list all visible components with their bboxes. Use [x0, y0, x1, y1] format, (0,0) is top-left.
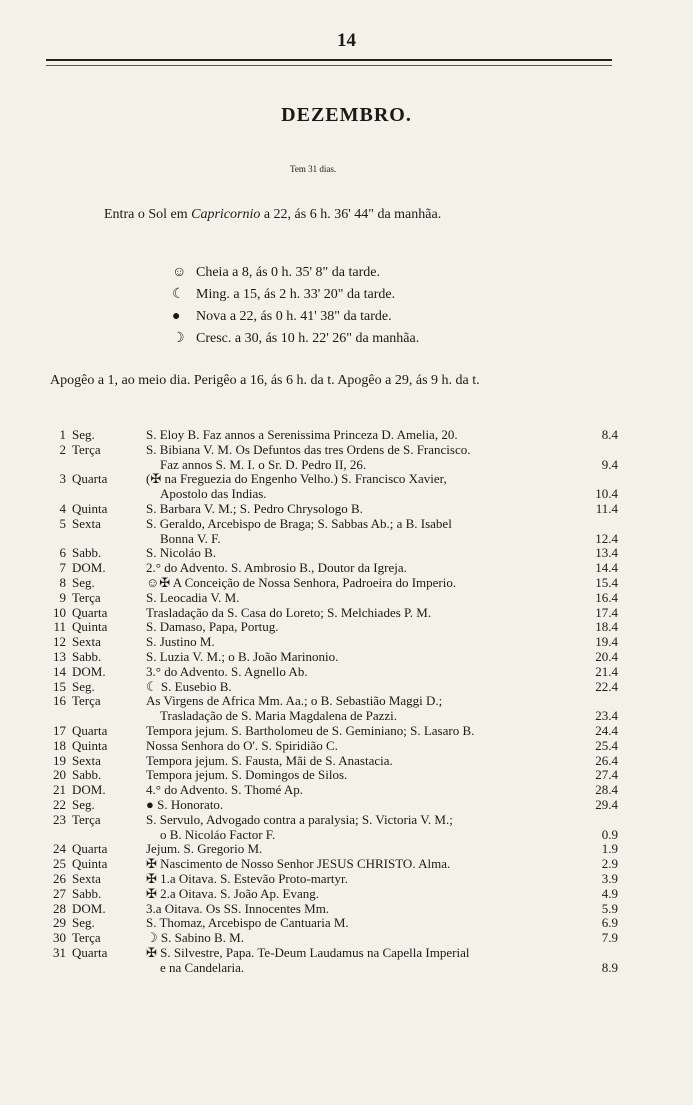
day-number: 22 [53, 796, 66, 812]
moon-age-value: 22.4 [595, 678, 618, 694]
saint-text: S. Servulo, Advogado contra a paralysia; S. Victoria V. M.; [146, 811, 453, 827]
header-rule [46, 59, 612, 66]
day-number: 5 [59, 515, 66, 531]
moon-age-value: 28.4 [595, 782, 618, 798]
saint-text: S. Nicoláo B. [146, 545, 217, 561]
weekday: Seg. [72, 678, 95, 694]
weekday: Quinta [72, 500, 108, 516]
weekday: Quinta [72, 737, 108, 753]
weekday: Quarta [72, 722, 108, 738]
moon-age-value: 16.4 [595, 589, 618, 605]
day-number: 28 [53, 900, 66, 916]
phase-text: Nova a 22, ás 0 h. 41' 38" da tarde. [196, 309, 392, 324]
month-title: DEZEMBRO. [281, 104, 412, 126]
day-number: 16 [53, 693, 66, 709]
moon-age-value: 17.4 [595, 604, 618, 620]
full-moon-icon: ☺ [172, 265, 187, 280]
weekday: Terça [72, 693, 101, 709]
moon-age-value: 26.4 [595, 752, 618, 768]
day-number: 31 [53, 944, 66, 960]
weekday: Sabb. [72, 648, 102, 664]
moon-age-value: 15.4 [595, 574, 618, 590]
saint-text: S. Geraldo, Arcebispo de Braga; S. Sabbas Ab.; a B. Isabel [146, 515, 452, 531]
saint-text: S. Damaso, Papa, Portug. [146, 619, 279, 635]
waxing-moon-icon: ☽ [172, 331, 185, 346]
moon-phase-waning [172, 284, 419, 306]
saint-text-continued: Apostolo das Indias. [160, 486, 267, 502]
calendar-row [48, 887, 618, 902]
sun-entry-rest: a 22, ás 6 h. 36' 44" da manhãa. [263, 207, 442, 222]
page-number: 14 [337, 30, 356, 51]
calendar-row [48, 620, 618, 635]
moon-age-value: 12.4 [595, 530, 618, 546]
moon-phase-full [172, 262, 419, 284]
calendar-row [48, 813, 618, 843]
day-number: 26 [53, 870, 66, 886]
weekday: Quarta [72, 604, 108, 620]
day-number: 25 [53, 856, 66, 872]
day-number: 9 [59, 589, 66, 605]
saint-text: Tempora jejum. S. Fausta, Mãi de S. Anastacia. [146, 752, 393, 768]
weekday: Seg. [72, 796, 95, 812]
calendar-row [48, 739, 618, 754]
calendar-row [48, 576, 618, 591]
saint-text: Nossa Senhora do O'. S. Spiridião C. [146, 737, 338, 753]
saint-text: S. Luzia V. M.; o B. João Marinonio. [146, 648, 339, 664]
calendar-row [48, 798, 618, 813]
moon-age-value: 2.9 [601, 856, 618, 872]
day-number: 2 [59, 441, 66, 457]
moon-age-value: 14.4 [595, 560, 618, 576]
weekday: Quarta [72, 841, 108, 857]
moon-age-value: 19.4 [595, 634, 618, 650]
saint-text-continued: Faz annos S. M. I. o Sr. D. Pedro II, 26. [160, 456, 367, 472]
day-number: 7 [59, 560, 66, 576]
weekday: Terça [72, 930, 101, 946]
saint-text: ● S. Honorato. [146, 796, 224, 812]
calendar-row [48, 857, 618, 872]
day-number: 15 [53, 678, 66, 694]
moon-age-value: 27.4 [595, 767, 618, 783]
calendar-row [48, 428, 618, 443]
day-number: 13 [53, 648, 66, 664]
weekday: Sexta [72, 634, 101, 650]
moon-age-value: 21.4 [595, 663, 618, 679]
calendar-row [48, 502, 618, 517]
day-number: 11 [53, 619, 66, 635]
day-number: 17 [53, 722, 66, 738]
weekday: DOM. [72, 663, 106, 679]
saint-text: 2.° do Advento. S. Ambrosio B., Doutor da Igreja. [146, 560, 407, 576]
weekday: Terça [72, 441, 101, 457]
weekday: Sabb. [72, 885, 102, 901]
saint-text: Trasladação da S. Casa do Loreto; S. Melchiades P. M. [146, 604, 432, 620]
day-number: 27 [53, 885, 66, 901]
weekday: DOM. [72, 560, 106, 576]
weekday: Quarta [72, 471, 108, 487]
saint-text-continued: Bonna V. F. [160, 530, 221, 546]
moon-age-value: 29.4 [595, 796, 618, 812]
moon-age-value: 8.4 [601, 427, 618, 442]
calendar-row [48, 517, 618, 547]
calendar-row [48, 916, 618, 931]
day-number: 24 [53, 841, 66, 857]
zodiac-sign: Capricornio [191, 207, 261, 222]
weekday: Sexta [72, 752, 101, 768]
day-number: 14 [53, 663, 66, 679]
saint-text: ✠ S. Silvestre, Papa. Te-Deum Laudamus na Capella Imperial [146, 944, 470, 960]
waning-moon-icon: ☾ [172, 287, 185, 302]
moon-age-value: 7.9 [601, 930, 618, 946]
weekday: Sabb. [72, 545, 102, 561]
saint-text: S. Barbara V. M.; S. Pedro Chrysologo B. [146, 500, 363, 516]
weekday: Sabb. [72, 767, 102, 783]
saint-text: Tempora jejum. S. Bartholomeu de S. Geminiano; S. Lasaro B. [146, 722, 475, 738]
moon-phase-new [172, 306, 419, 328]
day-number: 30 [53, 930, 66, 946]
calendar-row [48, 680, 618, 695]
moon-age-value: 4.9 [601, 885, 618, 901]
day-number: 4 [59, 500, 66, 516]
moon-phases [172, 262, 419, 350]
moon-age-value: 8.9 [601, 959, 618, 975]
saint-text: As Virgens de Africa Mm. Aa.; o B. Sebastião Maggi D.; [146, 693, 443, 709]
moon-age-value: 24.4 [595, 722, 618, 738]
day-number: 1 [59, 427, 66, 442]
days-note: Tem 31 dias. [290, 164, 337, 174]
calendar-row [48, 768, 618, 783]
moon-phase-waxing [172, 328, 419, 350]
moon-age-value: 25.4 [595, 737, 618, 753]
calendar-row [48, 931, 618, 946]
calendar-row [48, 946, 618, 976]
day-number: 23 [53, 811, 66, 827]
day-number: 3 [59, 471, 66, 487]
calendar-row [48, 650, 618, 665]
moon-age-value: 9.4 [601, 456, 618, 472]
saint-text: ✠ Nascimento de Nosso Senhor JESUS CHRISTO. Alma. [146, 856, 451, 872]
day-number: 21 [53, 782, 66, 798]
moon-age-value: 13.4 [595, 545, 618, 561]
saint-text: Tempora jejum. S. Domingos de Silos. [146, 767, 348, 783]
saint-text: Jejum. S. Gregorio M. [146, 841, 263, 857]
day-number: 10 [53, 604, 66, 620]
saint-text: 4.° do Advento. S. Thomé Ap. [146, 782, 303, 798]
phase-text: Cresc. a 30, ás 10 h. 22' 26" da manhãa. [196, 331, 420, 346]
phase-text: Ming. a 15, ás 2 h. 33' 20" da tarde. [196, 287, 396, 302]
weekday: Quinta [72, 619, 108, 635]
saint-text: ✠ 1.a Oitava. S. Estevão Proto-martyr. [146, 870, 348, 886]
calendar-row [48, 443, 618, 473]
saint-text: ✠ 2.a Oitava. S. João Ap. Evang. [146, 885, 320, 901]
calendar-row [48, 561, 618, 576]
saint-text: S. Eloy B. Faz annos a Serenissima Princeza D. Amelia, 20. [146, 427, 458, 442]
moon-age-value: 10.4 [595, 486, 618, 502]
saint-text: 3.a Oitava. Os SS. Innocentes Mm. [146, 900, 330, 916]
saint-text: 3.° do Advento. S. Agnello Ab. [146, 663, 308, 679]
calendar-row [48, 783, 618, 798]
calendar-row [48, 635, 618, 650]
phase-text: Cheia a 8, ás 0 h. 35' 8" da tarde. [196, 265, 380, 280]
new-moon-icon: ● [172, 309, 181, 324]
weekday: Sexta [72, 870, 101, 886]
weekday: Quarta [72, 944, 108, 960]
calendar-row [48, 472, 618, 502]
calendar-row [48, 842, 618, 857]
calendar-row [48, 724, 618, 739]
weekday: Sexta [72, 515, 101, 531]
moon-age-value: 6.9 [601, 915, 618, 931]
saint-text: ☾ S. Eusebio B. [146, 678, 232, 694]
moon-age-value: 1.9 [601, 841, 618, 857]
calendar-table [48, 428, 618, 975]
day-number: 20 [53, 767, 66, 783]
weekday: Seg. [72, 915, 95, 931]
saint-text: S. Bibiana V. M. Os Defuntos das tres Ordens de S. Francisco. [146, 441, 471, 457]
calendar-row [48, 754, 618, 769]
saint-text-continued: Trasladação de S. Maria Magdalena de Pazzi. [160, 708, 398, 724]
sun-entry [104, 207, 441, 223]
calendar-row [48, 665, 618, 680]
saint-text: S. Leocadia V. M. [146, 589, 240, 605]
calendar-row [48, 606, 618, 621]
saint-text: ☺✠ A Conceição de Nossa Senhora, Padroeira do Imperio. [146, 574, 457, 590]
saint-text: S. Thomaz, Arcebispo de Cantuaria M. [146, 915, 349, 931]
calendar-row [48, 694, 618, 724]
weekday: Seg. [72, 427, 95, 442]
moon-age-value: 3.9 [601, 870, 618, 886]
calendar-row [48, 546, 618, 561]
moon-age-value: 11.4 [595, 500, 618, 516]
weekday: Seg. [72, 574, 95, 590]
day-number: 18 [53, 737, 66, 753]
day-number: 29 [53, 915, 66, 931]
saint-text: ☽ S. Sabino B. M. [146, 930, 244, 946]
weekday: DOM. [72, 782, 106, 798]
weekday: Terça [72, 589, 101, 605]
calendar-row [48, 591, 618, 606]
day-number: 19 [53, 752, 66, 768]
moon-age-value: 0.9 [601, 826, 618, 842]
sun-entry-text: Entra o Sol em [104, 207, 188, 222]
calendar-row [48, 872, 618, 887]
day-number: 12 [53, 634, 66, 650]
moon-age-value: 5.9 [601, 900, 618, 916]
saint-text: S. Justino M. [146, 634, 215, 650]
weekday: Quinta [72, 856, 108, 872]
apogee-line: Apogêo a 1, ao meio dia. Perigêo a 16, ás 6 h. da t. Apogêo a 29, ás 9 h. da t. [50, 373, 480, 388]
weekday: Terça [72, 811, 101, 827]
saint-text-continued: e na Candelaria. [160, 959, 245, 975]
saint-text: (✠ na Freguezia do Engenho Velho.) S. Francisco Xavier, [146, 471, 447, 487]
weekday: DOM. [72, 900, 106, 916]
moon-age-value: 18.4 [595, 619, 618, 635]
saint-text-continued: o B. Nicoláo Factor F. [160, 826, 276, 842]
calendar-row [48, 902, 618, 917]
moon-age-value: 20.4 [595, 648, 618, 664]
day-number: 8 [59, 574, 66, 590]
moon-age-value: 23.4 [595, 708, 618, 724]
day-number: 6 [59, 545, 66, 561]
